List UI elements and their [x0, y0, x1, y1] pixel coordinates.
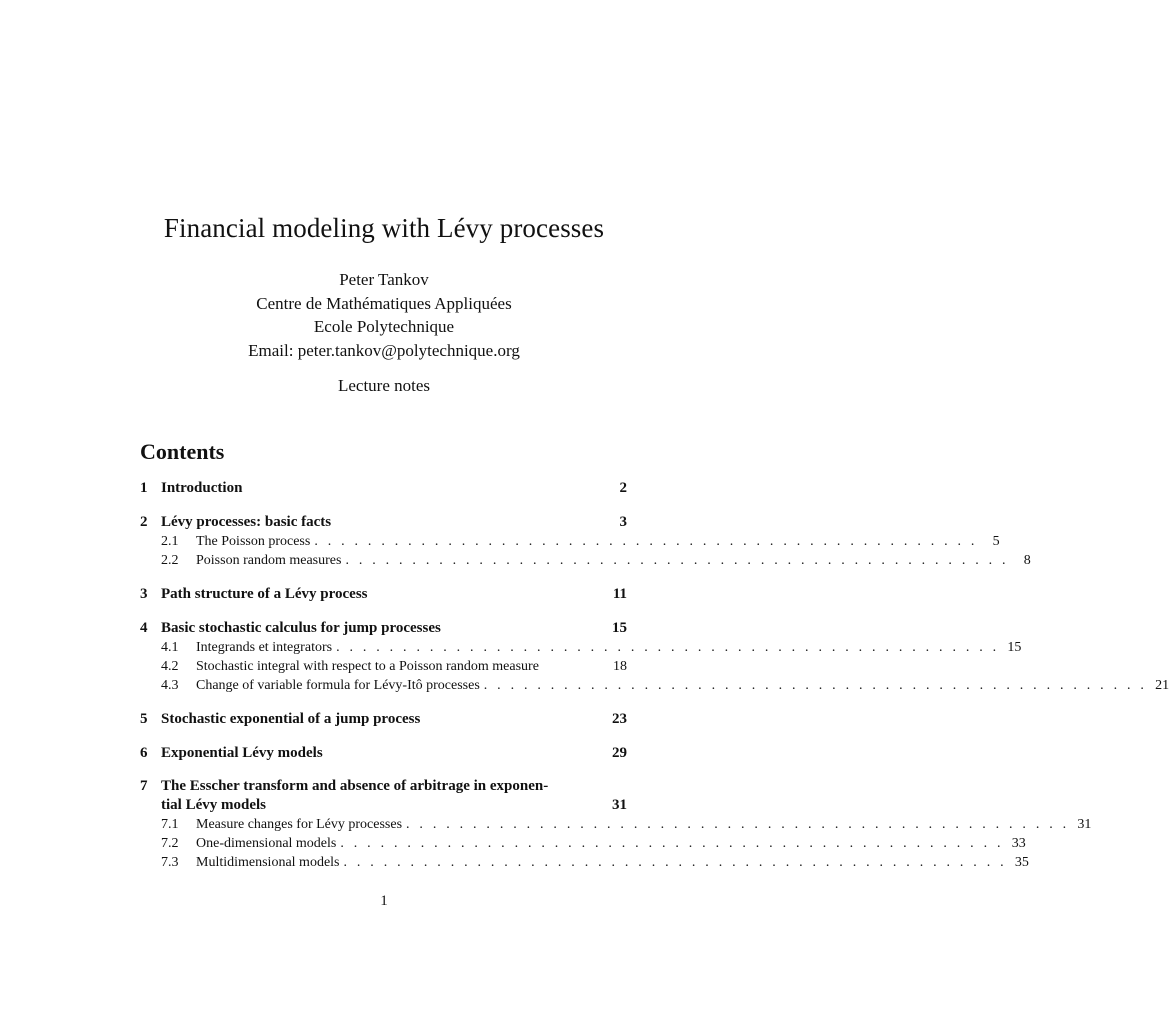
toc-leader-dots: . . . . . . . . . . . . . . . . . . . . . . . . . . . . . . . . . . . . . . . . . . . . . . . . . .	[406, 817, 1070, 832]
document-title: Financial modeling with Lévy processes	[163, 213, 605, 243]
toc-subsection-page: 15	[1007, 640, 1022, 655]
table-of-contents	[140, 478, 1169, 872]
toc-section-1	[140, 478, 627, 498]
author-affiliation-2: Ecole Polytechnique	[313, 317, 455, 336]
toc-subsection-7-2	[140, 834, 1026, 853]
toc-section-page: 31	[612, 797, 627, 813]
toc-subsection-title: Measure changes for Lévy processes	[196, 817, 403, 832]
toc-section-title-line-2: tial Lévy models	[161, 797, 266, 813]
toc-section-2	[140, 512, 627, 532]
toc-section-3	[140, 584, 627, 604]
toc-section-4	[140, 618, 627, 638]
toc-subsection-page: 35	[1014, 855, 1029, 870]
toc-leader-dots: . . . . . . . . . . . . . . . . . . . . . . . . . . . . . . . . . . . . . . . . . . . . . . . . . .	[483, 678, 1148, 693]
toc-subsection-number: 4.1	[161, 640, 179, 655]
toc-subsection-page: 18	[613, 659, 627, 674]
toc-section-title: Path structure of a Lévy process	[161, 586, 368, 602]
contents-heading: Contents	[140, 439, 225, 464]
toc-subsection-title: Poisson random measures	[196, 553, 342, 568]
toc-leader-dots: . . . . . . . . . . . . . . . . . . . . . . . . . . . . . . . . . . . . . . . . . . . . . . . . . .	[336, 640, 1000, 655]
toc-section-page: 11	[612, 586, 627, 602]
toc-leader-dots: . . . . . . . . . . . . . . . . . . . . . . . . . . . . . . . . . . . . . . . . . . . . . . . . . .	[340, 836, 1004, 851]
toc-section-number: 1	[140, 480, 148, 496]
toc-section-page: 15	[612, 620, 627, 636]
toc-subsection-page: 8	[1023, 553, 1031, 568]
toc-subsection-number: 7.1	[161, 817, 179, 832]
toc-subsection-title: Change of variable formula for Lévy-Itô processes	[196, 678, 480, 693]
toc-section-number: 7	[140, 778, 148, 794]
toc-section-6	[140, 743, 627, 763]
toc-leader-dots: . . . . . . . . . . . . . . . . . . . . . . . . . . . . . . . . . . . . . . . . . . . . . . . . . .	[345, 553, 1009, 568]
toc-subsection-title: One-dimensional models	[196, 836, 337, 851]
author-block	[0, 268, 768, 362]
author-affiliation-1: Centre de Mathématiques Appliquées	[256, 293, 512, 313]
toc-subsection-number: 4.2	[161, 659, 179, 674]
toc-section-title: Basic stochastic calculus for jump processes	[161, 620, 441, 636]
toc-section-number: 2	[140, 514, 148, 530]
toc-leader-dots: . . . . . . . . . . . . . . . . . . . . . . . . . . . . . . . . . . . . . . . . . . . . . . . . . .	[343, 855, 1007, 870]
toc-section-number: 5	[140, 711, 148, 727]
toc-subsection-number: 7.2	[161, 836, 179, 851]
author-name: Peter Tankov	[339, 270, 429, 289]
toc-subsection-page: 33	[1011, 836, 1026, 851]
toc-subsection-7-3	[140, 853, 1029, 872]
toc-subsection-4-1	[140, 638, 1022, 657]
toc-section-title: Lévy processes: basic facts	[161, 514, 332, 530]
toc-subsection-page: 5	[992, 534, 1000, 549]
toc-section-title: Introduction	[161, 480, 243, 496]
toc-section-title: Exponential Lévy models	[161, 745, 323, 761]
toc-section-number: 4	[140, 620, 148, 636]
toc-subsection-4-2	[140, 657, 627, 676]
toc-section-number: 6	[140, 745, 148, 761]
toc-subsection-number: 4.3	[161, 678, 179, 693]
toc-subsection-2-1	[140, 532, 1000, 551]
toc-subsection-page: 21	[1155, 678, 1169, 693]
toc-subsection-title: Stochastic integral with respect to a Poisson random measure	[196, 659, 539, 674]
toc-section-page: 2	[619, 480, 627, 496]
toc-subsection-page: 31	[1077, 817, 1092, 832]
toc-subsection-7-1	[140, 815, 1092, 834]
toc-subsection-title: Multidimensional models	[196, 855, 340, 870]
toc-subsection-4-3	[140, 676, 1169, 695]
page-number: 1	[380, 893, 388, 909]
toc-section-title: Stochastic exponential of a jump process	[161, 711, 421, 727]
toc-section-page: 23	[612, 711, 627, 727]
toc-subsection-title: Integrands et integrators	[196, 640, 333, 655]
toc-section-page: 29	[612, 745, 627, 761]
author-email: Email: peter.tankov@polytechnique.org	[248, 340, 520, 360]
toc-subsection-2-2	[140, 551, 1031, 570]
toc-section-title-line-1: The Esscher transform and absence of arbitrage in exponen-	[161, 778, 549, 794]
toc-section-page: 3	[619, 514, 627, 530]
toc-subsection-number: 2.1	[161, 534, 179, 549]
toc-section-7	[140, 777, 627, 815]
toc-subsection-number: 2.2	[161, 553, 179, 568]
lecture-note-label: Lecture notes	[337, 376, 431, 395]
toc-subsection-number: 7.3	[161, 855, 179, 870]
toc-section-5	[140, 709, 627, 729]
toc-subsection-title: The Poisson process	[196, 534, 311, 549]
toc-section-number: 3	[140, 586, 148, 602]
toc-leader-dots: . . . . . . . . . . . . . . . . . . . . . . . . . . . . . . . . . . . . . . . . . . . . . . . . . .	[314, 534, 978, 549]
